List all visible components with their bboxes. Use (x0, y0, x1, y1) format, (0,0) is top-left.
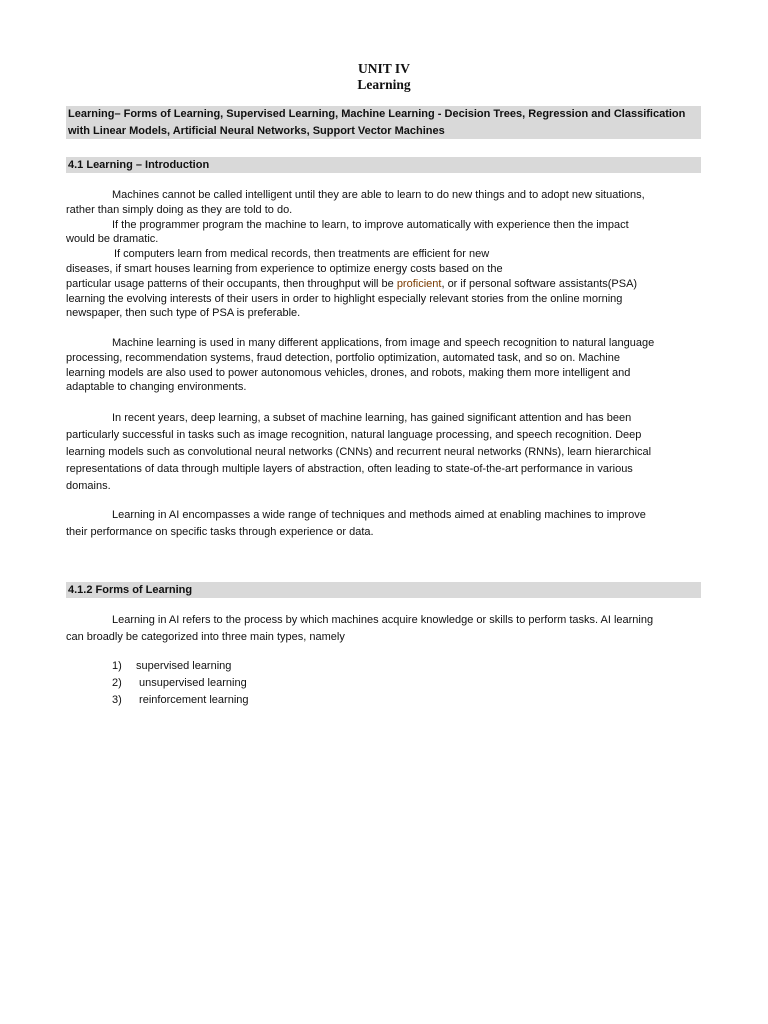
text-line: learning models such as convolutional neural networks (CNNs) and recurrent neural networks (RNNs), learn hierarchical (66, 445, 652, 458)
text-line: learning the evolving interests of their users in order to highlight especially relevant stories from the online morning (66, 292, 623, 305)
learning-types-list (112, 658, 249, 708)
topics-line-1: Learning– Forms of Learning, Supervised Learning, Machine Learning - Decision Trees, Regression and Classification (68, 108, 686, 120)
text-line: newspaper, then such type of PSA is preferable. (66, 307, 301, 320)
intro-paragraph-2 (66, 336, 701, 395)
text-line: representations of data through multiple layers of abstraction, often leading to state-of-the-art performance in various (66, 462, 633, 475)
text-line: their performance on specific tasks through experience or data. (66, 526, 374, 538)
list-item (112, 658, 249, 675)
text-line: particular usage patterns of their occupants, then throughput will be (66, 277, 397, 290)
text-line: Machine learning is used in many different applications, from image and speech recognition to natural language (112, 337, 655, 349)
topics-line-2: with Linear Models, Artificial Neural Networks, Support Vector Machines (68, 124, 445, 137)
forms-paragraph-1 (66, 612, 701, 646)
text-line: learning models are also used to power autonomous vehicles, drones, and robots, making them more intelligent and (66, 366, 631, 379)
text-line: Machines cannot be called intelligent until they are able to learn to do new things and to adopt new situations, (112, 189, 645, 201)
subject-title: Learning (357, 77, 411, 92)
intro-paragraph-1 (66, 188, 701, 321)
intro-paragraph-4 (66, 507, 701, 541)
intro-paragraph-3 (66, 410, 701, 495)
text-line: would be dramatic. (66, 233, 159, 246)
section-heading-intro: 4.1 Learning – Introduction (66, 157, 701, 173)
topics-band (66, 106, 701, 139)
text-line: Learning in AI encompasses a wide range of techniques and methods aimed at enabling machines to improve (112, 509, 646, 521)
list-number: 3) (112, 693, 122, 706)
text-line: , or if personal software assistants(PSA) (441, 277, 638, 290)
highlighted-word: proficient (396, 277, 442, 290)
document-title (0, 61, 768, 93)
text-line: If computers learn from medical records, then treatments are efficient for new (114, 248, 490, 261)
text-line: adaptable to changing environments. (66, 381, 247, 394)
text-line: If the programmer program the machine to learn, to improve automatically with experience then the impact (112, 218, 629, 231)
text-line: In recent years, deep learning, a subset of machine learning, has gained significant attention and has been (112, 412, 632, 424)
list-number: 1) (112, 660, 122, 672)
list-item (112, 692, 249, 709)
list-text: supervised learning (136, 660, 232, 672)
text-line: Learning in AI refers to the process by which machines acquire knowledge or skills to perform tasks. AI learning (112, 614, 654, 626)
text-line: domains. (66, 479, 111, 492)
list-item (112, 675, 249, 692)
list-text: unsupervised learning (136, 676, 247, 689)
section-heading-forms: 4.1.2 Forms of Learning (66, 582, 701, 598)
unit-title: UNIT IV (358, 61, 410, 76)
text-line: particularly successful in tasks such as image recognition, natural language processing, and speech recognition. Deep (66, 428, 642, 441)
text-line: diseases, if smart houses learning from experience to optimize energy costs based on the (66, 262, 503, 275)
text-line: can broadly be categorized into three main types, namely (66, 631, 345, 643)
list-number: 2) (112, 676, 122, 689)
list-text: reinforcement learning (136, 693, 249, 706)
text-line: rather than simply doing as they are told to do. (66, 203, 293, 216)
text-line: processing, recommendation systems, fraud detection, portfolio optimization, automated task, and so on. Machine (66, 351, 620, 364)
